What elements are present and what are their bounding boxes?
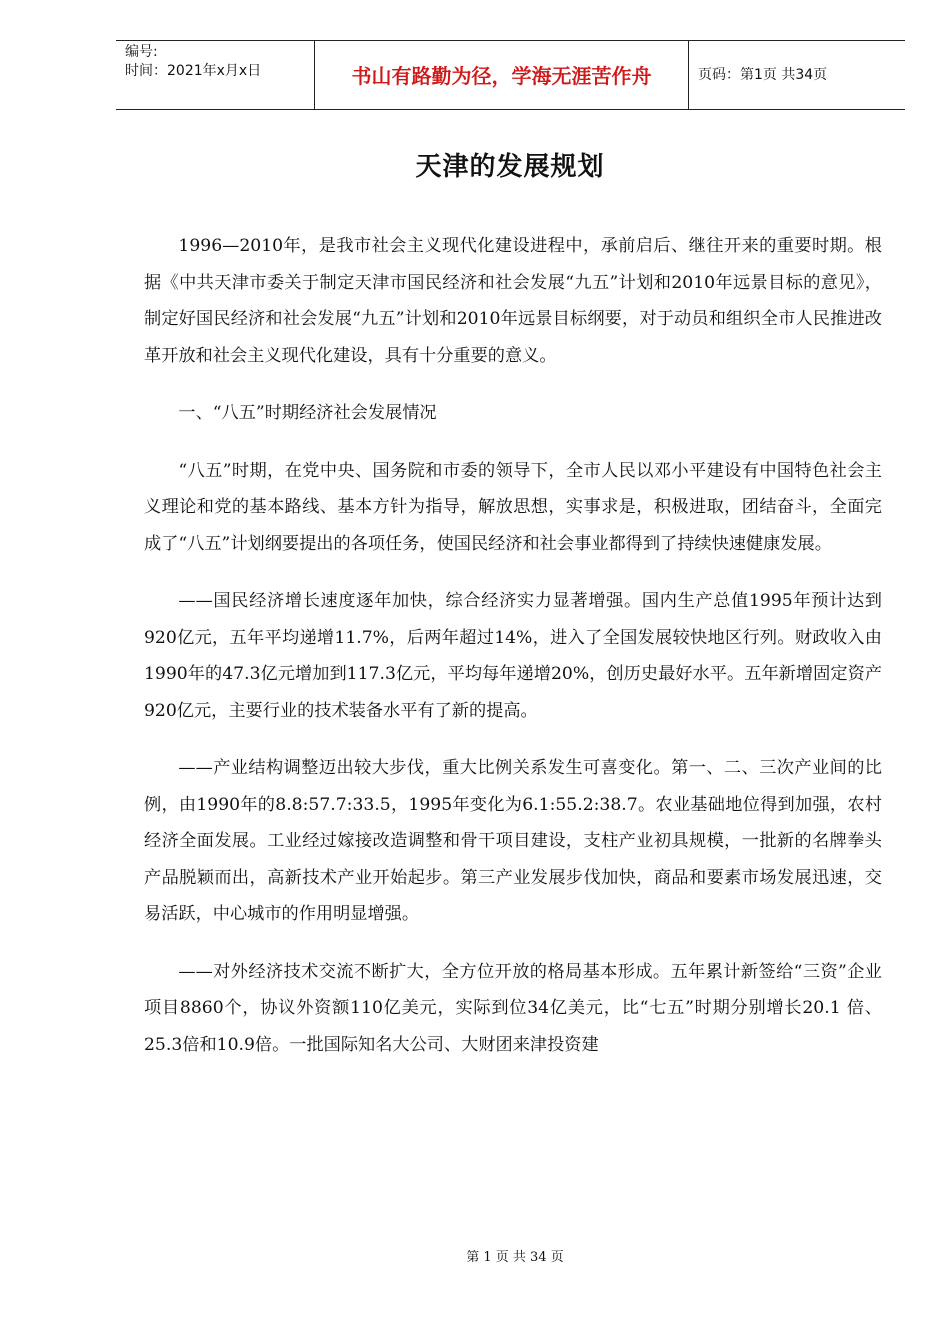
page-footer: 第 1 页 共 34 页: [466, 1250, 564, 1265]
page-header: [116, 40, 905, 110]
section-heading: 一、“八五”时期经济社会发展情况: [178, 403, 437, 423]
doc-time-label: 时间：2021年x月x日: [125, 63, 262, 79]
header-page-info: 页码：第1页 共34页: [698, 67, 828, 83]
paragraph-overview: “八五”时期，在党中央、国务院和市委的领导下，全市人民以邓小平建设有中国特色社会主义理论和党的基本路线、基本方针为指导，解放思想，实事求是，积极进取，团结奋斗，全面完成了“八五”计划纲要提出的各项任务，使国民经济和社会事业都得到了持续快速健康发展。: [144, 460, 882, 554]
header-meta: [116, 41, 315, 109]
document-title: 天津的发展规划: [415, 152, 605, 182]
doc-number-label: 编号:: [125, 44, 158, 60]
paragraph-foreign-trade: ——对外经济技术交流不断扩大，全方位开放的格局基本形成。五年累计新签给“三资”企业项目8860个，协议外资额110亿美元，实际到位34亿美元，比“七五”时期分别增长20.1 倍、25.3倍和10.9倍。一批国际知名大公司、大财团来津投资建: [144, 961, 882, 1055]
paragraph-industry: ——产业结构调整迈出较大步伐，重大比例关系发生可喜变化。第一、二、三次产业间的比例，由1990年的8.8:57.7:33.5，1995年变化为6.1:55.2:38.7。农业基础地位得到加强，农村经济全面发展。工业经过嫁接改造调整和骨干项目建设，支柱产业初具规模，一批新的名牌拳头产品脱颖而出，高新技术产业开始起步。第三产业发展步伐加快，商品和要素市场发展迅速，交易活跃，中心城市的作用明显增强。: [144, 758, 882, 924]
document-body: [144, 228, 882, 1084]
paragraph-intro: 1996—2010年，是我市社会主义现代化建设进程中，承前启后、继往开来的重要时期。根据《中共天津市委关于制定天津市国民经济和社会发展“九五”计划和2010年远景目标的意见》，制定好国民经济和社会发展“九五”计划和2010年远景目标纲要，对于动员和组织全市人民推进改革开放和社会主义现代化建设，具有十分重要的意义。: [144, 236, 882, 366]
header-motto: 书山有路勤为径，学海无涯苦作舟: [315, 41, 689, 109]
paragraph-economy: ——国民经济增长速度逐年加快，综合经济实力显著增强。国内生产总值1995年预计达到920亿元，五年平均递增11.7%，后两年超过14%，进入了全国发展较快地区行列。财政收入由1990年的47.3亿元增加到117.3亿元，平均每年递增20%，创历史最好水平。五年新增固定资产920亿元，主要行业的技术装备水平有了新的提高。: [144, 591, 882, 721]
